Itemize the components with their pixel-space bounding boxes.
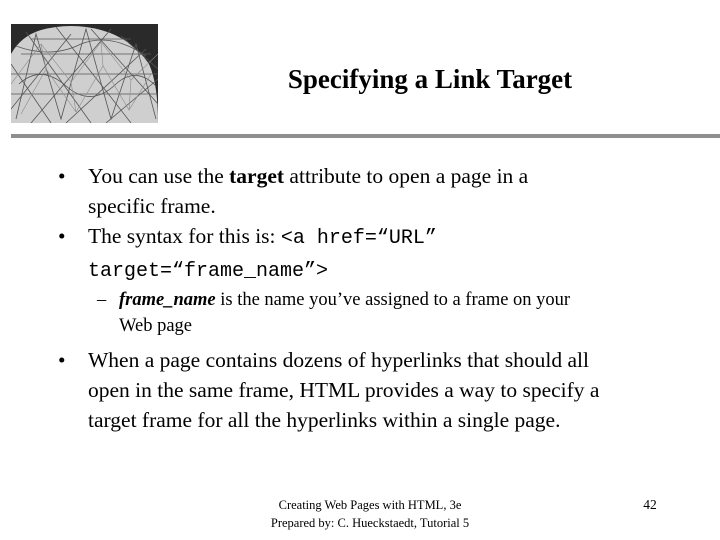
- bullet-line-continued: specific frame.: [88, 194, 216, 218]
- sub-bullet-line-continued: Web page: [119, 316, 192, 336]
- footer-course-title: Creating Web Pages with HTML, 3e: [278, 498, 462, 512]
- bullet-marker: •: [58, 164, 66, 188]
- footer-author: Prepared by: C. Hueckstaedt, Tutorial 5: [270, 516, 470, 530]
- slide-footer: [210, 496, 530, 532]
- term-frame-name: frame_name: [119, 290, 216, 310]
- bullet-target-attribute: [58, 161, 688, 221]
- bullet-text: The syntax for this is:: [88, 224, 281, 248]
- bullet-dozens-hyperlinks: [58, 345, 688, 435]
- bullet-line: [88, 161, 688, 191]
- bullet-syntax: [58, 221, 688, 287]
- keyword-target: target: [229, 164, 285, 188]
- bullet-line-continued: open in the same frame, HTML provides a way to specify a: [88, 378, 600, 402]
- page-number: 42: [643, 497, 657, 512]
- bullet-text: You can use the: [88, 164, 230, 188]
- syntax-code: <a href=“URL”: [280, 227, 437, 250]
- bullet-line: [88, 221, 688, 254]
- bullet-line: When a page contains dozens of hyperlinks that should all: [88, 348, 589, 372]
- bullet-marker: •: [58, 224, 66, 248]
- bullet-line-continued: target frame for all the hyperlinks within a single page.: [88, 408, 561, 432]
- syntax-code-continued: target=“frame_name”>: [88, 260, 329, 283]
- sub-bullet-frame-name: [97, 287, 679, 339]
- sub-bullet-marker: –: [97, 290, 107, 310]
- bullet-text: attribute to open a page in a: [284, 164, 529, 188]
- sub-bullet-text: is the name you’ve assigned to a frame on your: [215, 290, 571, 310]
- sub-bullet-line: [119, 287, 679, 313]
- bullet-line-continued: [88, 254, 688, 287]
- bullet-marker: •: [58, 348, 66, 372]
- slide-title: Specifying a Link Target: [287, 64, 573, 94]
